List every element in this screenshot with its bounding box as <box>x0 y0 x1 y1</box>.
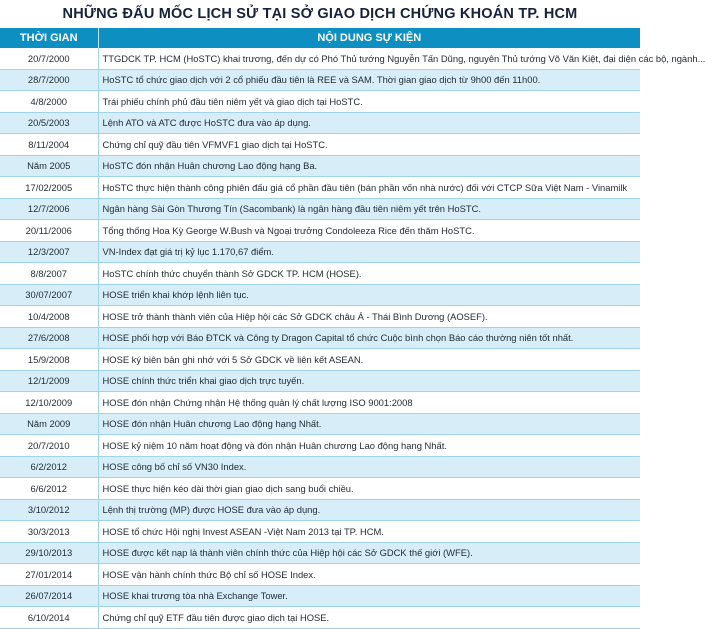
row-date: 28/7/2000 <box>0 69 98 91</box>
row-event: HOSE đón nhận Huân chương Lao động hạng Nhất. <box>98 413 640 435</box>
table-row <box>0 198 640 220</box>
row-date: 12/3/2007 <box>0 241 98 263</box>
row-date: 3/10/2012 <box>0 499 98 521</box>
table-row <box>0 263 640 285</box>
row-event: HoSTC thực hiện thành công phiên đấu giá cổ phần đầu tiên (bán phần vốn nhà nước) đối với CTCP Sữa Việt Nam - Vinamilk <box>98 177 640 199</box>
row-date: 8/11/2004 <box>0 134 98 156</box>
table-row <box>0 306 640 328</box>
table-row <box>0 478 640 500</box>
table-row <box>0 327 640 349</box>
table-body <box>0 48 705 628</box>
row-event: HoSTC chính thức chuyển thành Sở GDCK TP. HCM (HOSE). <box>98 263 640 285</box>
row-date: 27/01/2014 <box>0 564 98 586</box>
table-row <box>0 134 640 156</box>
row-event: Chứng chỉ quỹ ETF đầu tiên được giao dịch tại HOSE. <box>98 607 640 629</box>
table-row <box>0 370 640 392</box>
row-date: 20/7/2000 <box>0 48 98 69</box>
table-row <box>0 456 640 478</box>
row-event: HOSE công bố chỉ số VN30 Index. <box>98 456 640 478</box>
row-event: TTGDCK TP. HCM (HoSTC) khai trương, đến dự có Phó Thủ tướng Nguyễn Tấn Dũng, nguyên Thủ tướng Võ Văn Kiệt, đại diện các bộ, ngành... <box>98 48 640 69</box>
row-date: 30/3/2013 <box>0 521 98 543</box>
page-title: NHỮNG ĐẤU MỐC LỊCH SỬ TẠI SỞ GIAO DỊCH CHỨNG KHOÁN TP. HCM <box>62 6 578 22</box>
row-event: HOSE đón nhận Chứng nhận Hệ thống quản lý chất lượng ISO 9001:2008 <box>98 392 640 414</box>
row-date: 12/7/2006 <box>0 198 98 220</box>
row-event: HOSE thực hiện kéo dài thời gian giao dịch sang buổi chiều. <box>98 478 640 500</box>
table-row <box>0 607 640 629</box>
header-date: THỜI GIAN <box>0 28 98 48</box>
row-date: 26/07/2014 <box>0 585 98 607</box>
row-date: 12/10/2009 <box>0 392 98 414</box>
row-date: 17/02/2005 <box>0 177 98 199</box>
table-row <box>0 91 640 113</box>
header-event: NỘI DUNG SỰ KIỆN <box>98 28 640 48</box>
row-event: Tổng thống Hoa Kỳ George W.Bush và Ngoại trưởng Condoleeza Rice đến thăm HoSTC. <box>98 220 640 242</box>
row-date: 6/6/2012 <box>0 478 98 500</box>
row-event: HOSE triển khai khớp lệnh liên tục. <box>98 284 640 306</box>
table-row <box>0 564 640 586</box>
row-date: Năm 2009 <box>0 413 98 435</box>
row-event: HOSE chính thức triển khai giao dịch trực tuyến. <box>98 370 640 392</box>
row-date: 20/11/2006 <box>0 220 98 242</box>
table-row <box>0 435 640 457</box>
row-date: 27/6/2008 <box>0 327 98 349</box>
row-date: 29/10/2013 <box>0 542 98 564</box>
row-date: 30/07/2007 <box>0 284 98 306</box>
row-date: 20/7/2010 <box>0 435 98 457</box>
row-event: HOSE kỷ niệm 10 năm hoạt động và đón nhận Huân chương Lao động hạng Nhất. <box>98 435 640 457</box>
row-date: 12/1/2009 <box>0 370 98 392</box>
table-row <box>0 177 640 199</box>
table-row <box>0 349 640 371</box>
row-date: 10/4/2008 <box>0 306 98 328</box>
row-date: 6/10/2014 <box>0 607 98 629</box>
row-event: Ngân hàng Sài Gòn Thương Tín (Sacombank) là ngân hàng đầu tiên niêm yết trên HoSTC. <box>98 198 640 220</box>
table-row <box>0 112 640 134</box>
row-date: Năm 2005 <box>0 155 98 177</box>
table-row <box>0 542 640 564</box>
table-row <box>0 521 640 543</box>
row-event: HOSE được kết nạp là thành viên chính thức của Hiệp hội các Sở GDCK thế giới (WFE). <box>98 542 640 564</box>
row-event: HOSE khai trương tòa nhà Exchange Tower. <box>98 585 640 607</box>
row-event: Lệnh ATO và ATC được HoSTC đưa vào áp dụng. <box>98 112 640 134</box>
table-row <box>0 48 640 69</box>
row-event: HOSE trở thành thành viên của Hiệp hội các Sở GDCK châu Á - Thái Bình Dương (AOSEF). <box>98 306 640 328</box>
row-event: HoSTC tổ chức giao dịch với 2 cổ phiếu đầu tiên là REE và SAM. Thời gian giao dịch từ 9h00 đến 11h00. <box>98 69 640 91</box>
row-event: HOSE ký biên bản ghi nhớ với 5 Sở GDCK về liên kết ASEAN. <box>98 349 640 371</box>
row-event: VN-Index đạt giá trị kỷ lục 1.170,67 điểm. <box>98 241 640 263</box>
table-row <box>0 155 640 177</box>
table-row <box>0 241 640 263</box>
row-event: HoSTC đón nhận Huân chương Lao động hạng Ba. <box>98 155 640 177</box>
row-event: HOSE tổ chức Hội nghị Invest ASEAN -Việt Nam 2013 tại TP. HCM. <box>98 521 640 543</box>
row-date: 15/9/2008 <box>0 349 98 371</box>
row-event: HOSE vận hành chính thức Bộ chỉ số HOSE Index. <box>98 564 640 586</box>
row-event: Lệnh thị trường (MP) được HOSE đưa vào áp dụng. <box>98 499 640 521</box>
table-row <box>0 69 640 91</box>
table-header <box>0 28 640 48</box>
table-row <box>0 392 640 414</box>
table-row <box>0 585 640 607</box>
table-row <box>0 499 640 521</box>
header-row <box>0 28 640 48</box>
row-event: Trái phiếu chính phủ đầu tiên niêm yết và giao dịch tại HoSTC. <box>98 91 640 113</box>
timeline-table <box>0 28 705 629</box>
row-date: 20/5/2003 <box>0 112 98 134</box>
table-row <box>0 413 640 435</box>
row-date: 8/8/2007 <box>0 263 98 285</box>
table-row <box>0 220 640 242</box>
row-date: 4/8/2000 <box>0 91 98 113</box>
row-date: 6/2/2012 <box>0 456 98 478</box>
table-row <box>0 284 640 306</box>
row-event: Chứng chỉ quỹ đầu tiên VFMVF1 giao dịch tại HoSTC. <box>98 134 640 156</box>
row-event: HOSE phối hợp với Báo ĐTCK và Công ty Dragon Capital tổ chức Cuộc bình chọn Báo cáo thường niên tốt nhất. <box>98 327 640 349</box>
